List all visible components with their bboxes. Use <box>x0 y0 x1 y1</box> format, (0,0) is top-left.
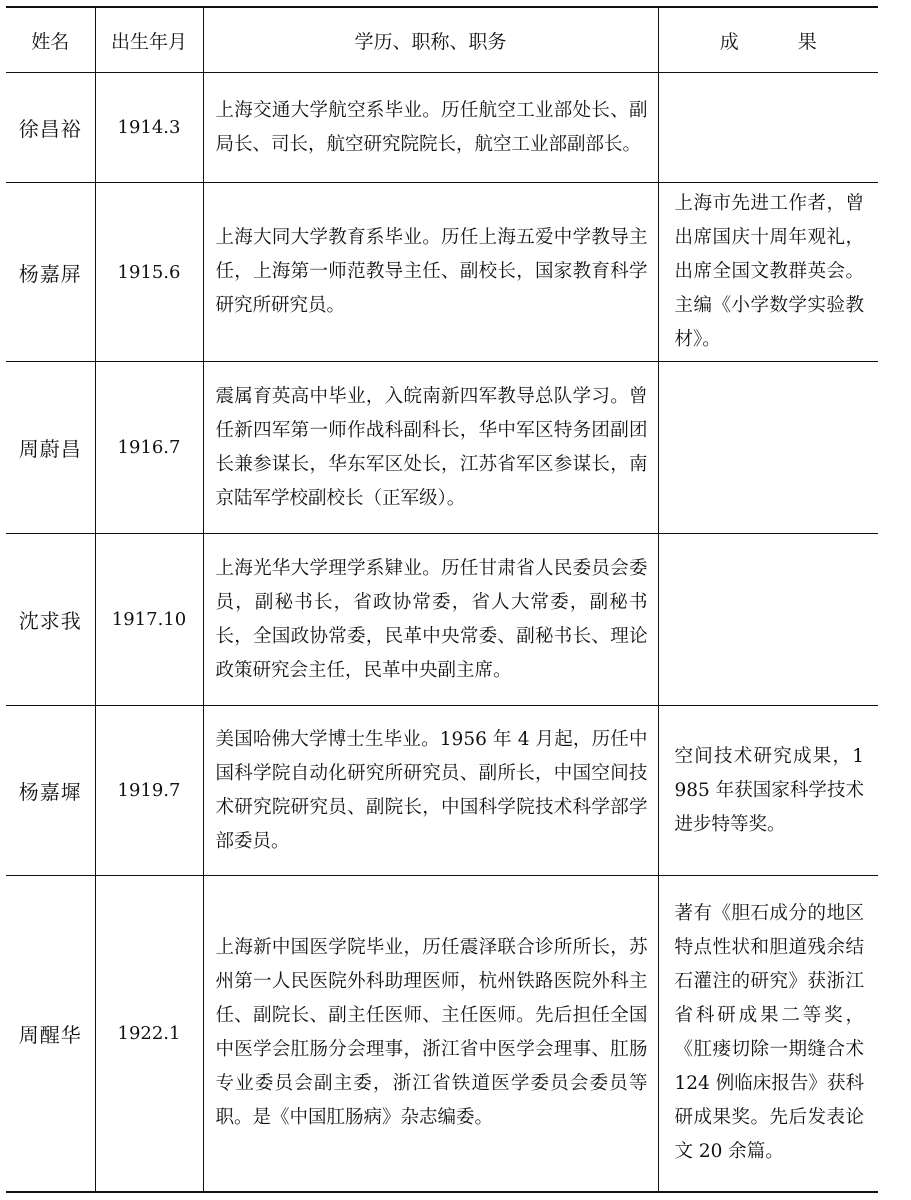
birth-date: 1919.7 <box>95 706 203 876</box>
table-row <box>6 534 878 706</box>
table-row <box>6 183 878 362</box>
person-name: 沈求我 <box>6 534 95 706</box>
career-text: 美国哈佛大学博士生毕业。1956 年 4 月起，历任中国科学院自动化研究所研究员、副所长，中国空间技术研究院研究员、副院长，中国科学院技术科学部学部委员。 <box>203 706 658 876</box>
achievements-text: 著有《胆石成分的地区特点性状和胆道残余结石灌注的研究》获浙江省科研成果二等奖，《肛瘘切除一期缝合术 124 例临床报告》获科研成果奖。先后发表论文 20 余篇。 <box>658 876 878 1192</box>
header-achievements: 成 果 <box>658 7 878 73</box>
header-career: 学历、职称、职务 <box>203 7 658 73</box>
achievements-text: 空间技术研究成果，1985 年获国家科学技术进步特等奖。 <box>658 706 878 876</box>
achievements-text <box>658 73 878 183</box>
table-row <box>6 73 878 183</box>
person-name: 杨嘉屏 <box>6 183 95 362</box>
birth-date: 1922.1 <box>95 876 203 1192</box>
table-row <box>6 362 878 534</box>
career-text: 上海新中国医学院毕业，历任震泽联合诊所所长，苏州第一人民医院外科助理医师，杭州铁路医院外科主任、副院长、副主任医师、主任医师。先后担任全国中医学会肛肠分会理事，浙江省中医学会理事、肛肠专业委员会副主委，浙江省铁道医学委员会委员等职。是《中国肛肠病》杂志编委。 <box>203 876 658 1192</box>
birth-date: 1917.10 <box>95 534 203 706</box>
header-birth: 出生年月 <box>95 7 203 73</box>
birth-date: 1916.7 <box>95 362 203 534</box>
biography-table <box>6 6 878 1193</box>
birth-date: 1915.6 <box>95 183 203 362</box>
achievements-text <box>658 534 878 706</box>
person-name: 杨嘉墀 <box>6 706 95 876</box>
career-text: 上海大同大学教育系毕业。历任上海五爱中学教导主任，上海第一师范教导主任、副校长，国家教育科学研究所研究员。 <box>203 183 658 362</box>
career-text: 震属育英高中毕业，入皖南新四军教导总队学习。曾任新四军第一师作战科副科长，华中军区特务团副团长兼参谋长，华东军区处长，江苏省军区参谋长，南京陆军学校副校长（正军级）。 <box>203 362 658 534</box>
career-text: 上海光华大学理学系肄业。历任甘肃省人民委员会委员，副秘书长，省政协常委，省人大常委，副秘书长，全国政协常委，民革中央常委、副秘书长、理论政策研究会主任，民革中央副主席。 <box>203 534 658 706</box>
person-name: 徐昌裕 <box>6 73 95 183</box>
header-name: 姓名 <box>6 7 95 73</box>
table-row <box>6 876 878 1192</box>
header-row <box>6 7 878 73</box>
person-name: 周蔚昌 <box>6 362 95 534</box>
achievements-text <box>658 362 878 534</box>
birth-date: 1914.3 <box>95 73 203 183</box>
achievements-text: 上海市先进工作者，曾出席国庆十周年观礼，出席全国文教群英会。主编《小学数学实验教材》。 <box>658 183 878 362</box>
table-row <box>6 706 878 876</box>
career-text: 上海交通大学航空系毕业。历任航空工业部处长、副局长、司长，航空研究院院长，航空工业部副部长。 <box>203 73 658 183</box>
person-name: 周醒华 <box>6 876 95 1192</box>
